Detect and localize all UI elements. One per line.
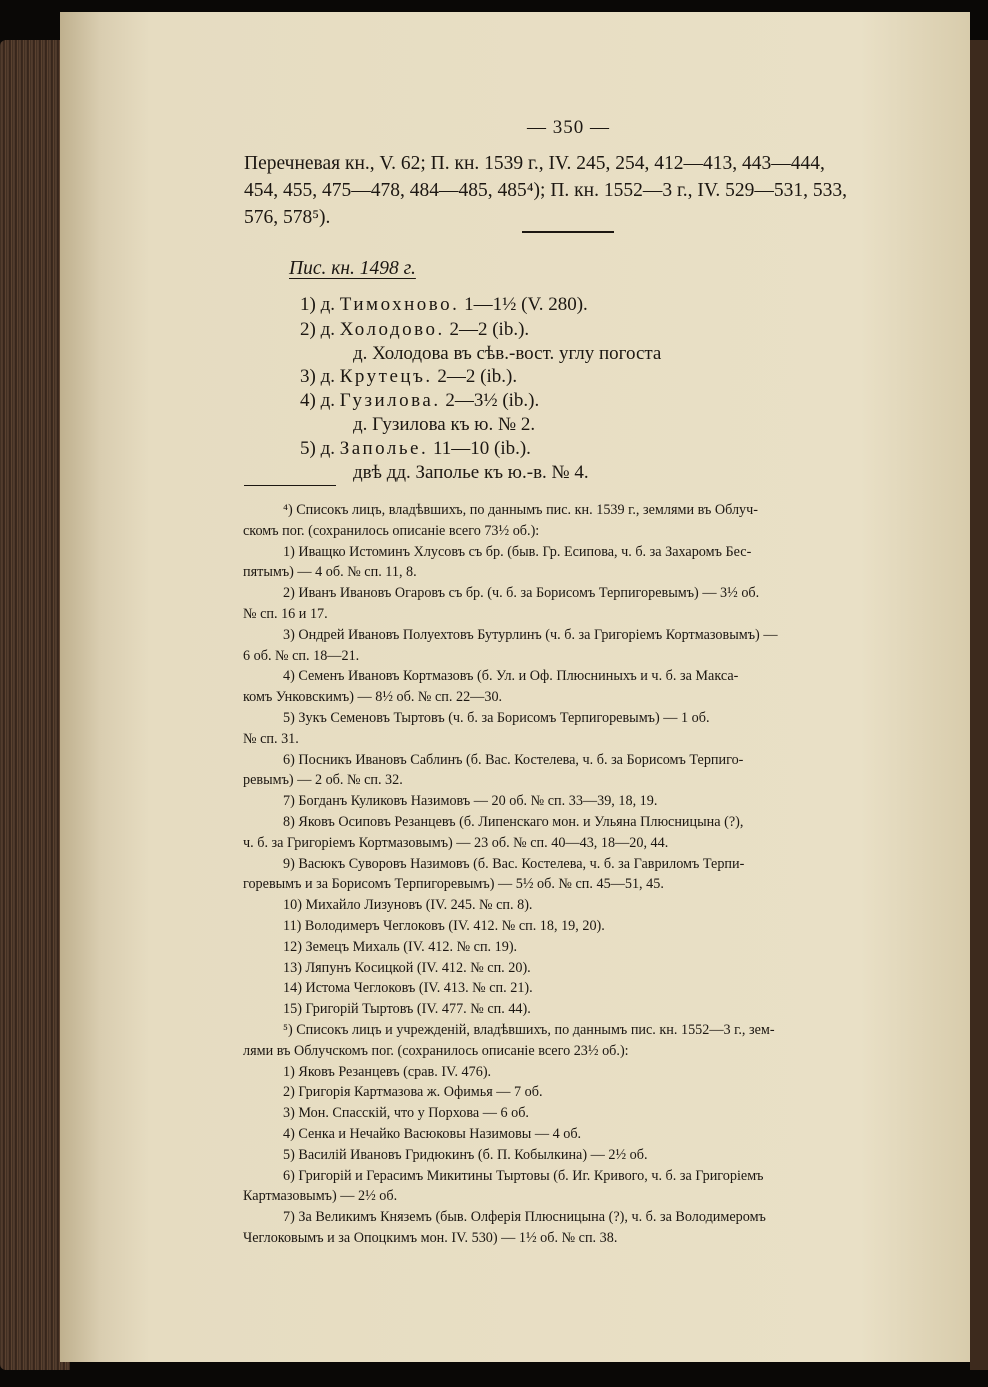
footnote-line: 4) Сенка и Нечайко Васюковы Назимовы — 4 об. (283, 1125, 582, 1142)
footnote-line: 7) Богданъ Куликовъ Назимовъ — 20 об. № сп. 33—39, 18, 19. (283, 793, 658, 810)
footnote-line: Чеглоковымъ и за Опоцкимъ мон. IV. 530) — 1½ об. № сп. 38. (243, 1229, 618, 1246)
entry-detail: 2—2 (ib.). (444, 319, 530, 340)
book-right-edge (970, 40, 988, 1370)
footnote-divider (244, 485, 336, 486)
entry-number: 5) д. (300, 438, 335, 459)
intro-line: 576, 578⁵). (244, 207, 331, 228)
footnote-line: 13) Ляпунъ Косицкой (IV. 412. № сп. 20). (283, 959, 531, 976)
footnote-line: 2) Иванъ Ивановъ Огаровъ съ бр. (ч. б. за Борисомъ Терпигоревымъ) — 3½ об. (283, 585, 760, 602)
footnote-line: № сп. 16 и 17. (243, 605, 328, 622)
village-name: Гузилова. (339, 390, 441, 411)
footnote-line: ⁵) Списокъ лицъ и учрежденій, владѣвшихъ, по даннымъ пис. кн. 1552—3 г., зем- (283, 1021, 775, 1038)
footnote-line: ч. б. за Григоріемъ Кортмазовымъ) — 23 об. № сп. 40—43, 18—20, 44. (243, 834, 669, 851)
footnote-line: № сп. 31. (243, 730, 299, 747)
entry-detail: двѣ дд. Заполье къ ю.-в. № 4. (353, 462, 589, 483)
footnotes (243, 500, 893, 1249)
entry-detail: 2—3½ (ib.). (440, 390, 540, 411)
section-divider (522, 231, 614, 233)
village-entry (300, 366, 517, 388)
entry-detail: 1—1½ (V. 280). (459, 294, 588, 315)
footnote-line: ревымъ) — 2 об. № сп. 32. (243, 772, 403, 789)
footnote-line: пятымъ) — 4 об. № сп. 11, 8. (243, 564, 417, 581)
village-entry (300, 319, 529, 341)
village-entry (300, 294, 588, 316)
village-entry (353, 462, 589, 484)
village-name: Заполье. (339, 438, 429, 459)
footnote-line: 15) Григорій Тыртовъ (IV. 477. № сп. 44). (283, 1001, 531, 1018)
village-entry (300, 438, 531, 460)
footnote-line: 7) За Великимъ Княземъ (быв. Олферія Плюсницына (?), ч. б. за Володимеромъ (283, 1209, 766, 1226)
footnote-line: 12) Земецъ Михаль (IV. 412. № сп. 19). (283, 938, 518, 955)
entry-detail: 2—2 (ib.). (432, 366, 518, 387)
entry-number: 3) д. (300, 366, 335, 387)
village-entry (300, 390, 539, 412)
footnote-line: горевымъ и за Борисомъ Терпигоревымъ) — 5½ об. № сп. 45—51, 45. (243, 876, 664, 893)
entry-number: 4) д. (300, 390, 335, 411)
intro-paragraph (244, 150, 898, 231)
village-entry (353, 414, 535, 436)
intro-line: 454, 455, 475—478, 484—485, 485⁴); П. кн. 1552—3 г., IV. 529—531, 533, (244, 180, 848, 201)
footnote-line: 6 об. № сп. 18—21. (243, 647, 360, 664)
footnote-line: 3) Мон. Спасскій, что у Порхова — 6 об. (283, 1105, 529, 1122)
page-number: — 350 — (527, 117, 610, 138)
village-name: Крутецъ. (339, 366, 433, 387)
entry-number: 1) д. (300, 294, 335, 315)
footnote-line: 6) Григорій и Герасимъ Микитины Тыртовы (б. Иг. Кривого, ч. б. за Григоріемъ (283, 1167, 764, 1184)
footnote-line: лями въ Облучскомъ пог. (сохранилось описаніе всего 23½ об.): (243, 1042, 629, 1059)
footnote-line: скомъ пог. (сохранилось описаніе всего 73½ об.): (243, 522, 540, 539)
footnote-line: 4) Семенъ Ивановъ Кортмазовъ (б. Ул. и Оф. Плюсниныхъ и ч. б. за Макса- (283, 668, 739, 685)
footnote-line: 1) Иващко Истоминъ Хлусовъ съ бр. (быв. Гр. Есипова, ч. б. за Захаромъ Бес- (283, 543, 752, 560)
footnote-line: 11) Володимеръ Чеглоковъ (IV. 412. № сп. 18, 19, 20). (283, 917, 605, 934)
footnote-line: Картмазовымъ) — 2½ об. (243, 1188, 398, 1205)
footnote-line: 8) Яковъ Осиповъ Резанцевъ (б. Липенскаго мон. и Ульяна Плюсницына (?), (283, 813, 744, 830)
village-entry (353, 343, 661, 365)
footnote-line: ⁴) Списокъ лицъ, владѣвшихъ, по даннымъ пис. кн. 1539 г., землями въ Облуч- (283, 502, 758, 518)
footnote-line: 14) Истома Чеглоковъ (IV. 413. № сп. 21). (283, 980, 533, 997)
footnote-line: 9) Васюкъ Суворовъ Назимовъ (б. Вас. Костелева, ч. б. за Гавриломъ Терпи- (283, 855, 745, 872)
footnote-line: 10) Михайло Лизуновъ (IV. 245. № сп. 8). (283, 897, 533, 914)
intro-line: Перечневая кн., V. 62; П. кн. 1539 г., IV. 245, 254, 412—413, 443—444, (244, 153, 825, 174)
footnote-line: 1) Яковъ Резанцевъ (срав. IV. 476). (283, 1063, 492, 1080)
section-heading: Пис. кн. 1498 г. (289, 258, 416, 279)
village-name: Тимохново. (339, 294, 460, 315)
footnote-line: 5) Зукъ Семеновъ Тыртовъ (ч. б. за Борисомъ Терпигоревымъ) — 1 об. (283, 709, 710, 726)
footnote-line: 3) Ондрей Ивановъ Полуехтовъ Бутурлинъ (ч. б. за Григоріемъ Кортмазовымъ) — (283, 626, 778, 643)
footnote-line: 6) Посникъ Ивановъ Саблинъ (б. Вас. Костелева, ч. б. за Борисомъ Терпиго- (283, 751, 744, 768)
entry-detail: д. Гузилова къ ю. № 2. (353, 414, 536, 435)
footnote-line: комъ Унковскимъ) — 8½ об. № сп. 22—30. (243, 689, 503, 706)
entry-detail: 11—10 (ib.). (428, 438, 531, 459)
footnote-line: 2) Григорія Картмазова ж. Офимья — 7 об. (283, 1084, 543, 1101)
entry-detail: д. Холодова въ сѣв.-вост. углу погоста (353, 343, 662, 364)
entry-number: 2) д. (300, 319, 335, 340)
village-name: Холодово. (339, 319, 445, 340)
footnote-line: 5) Василій Ивановъ Гридюкинъ (б. П. Кобылкина) — 2½ об. (283, 1146, 648, 1163)
